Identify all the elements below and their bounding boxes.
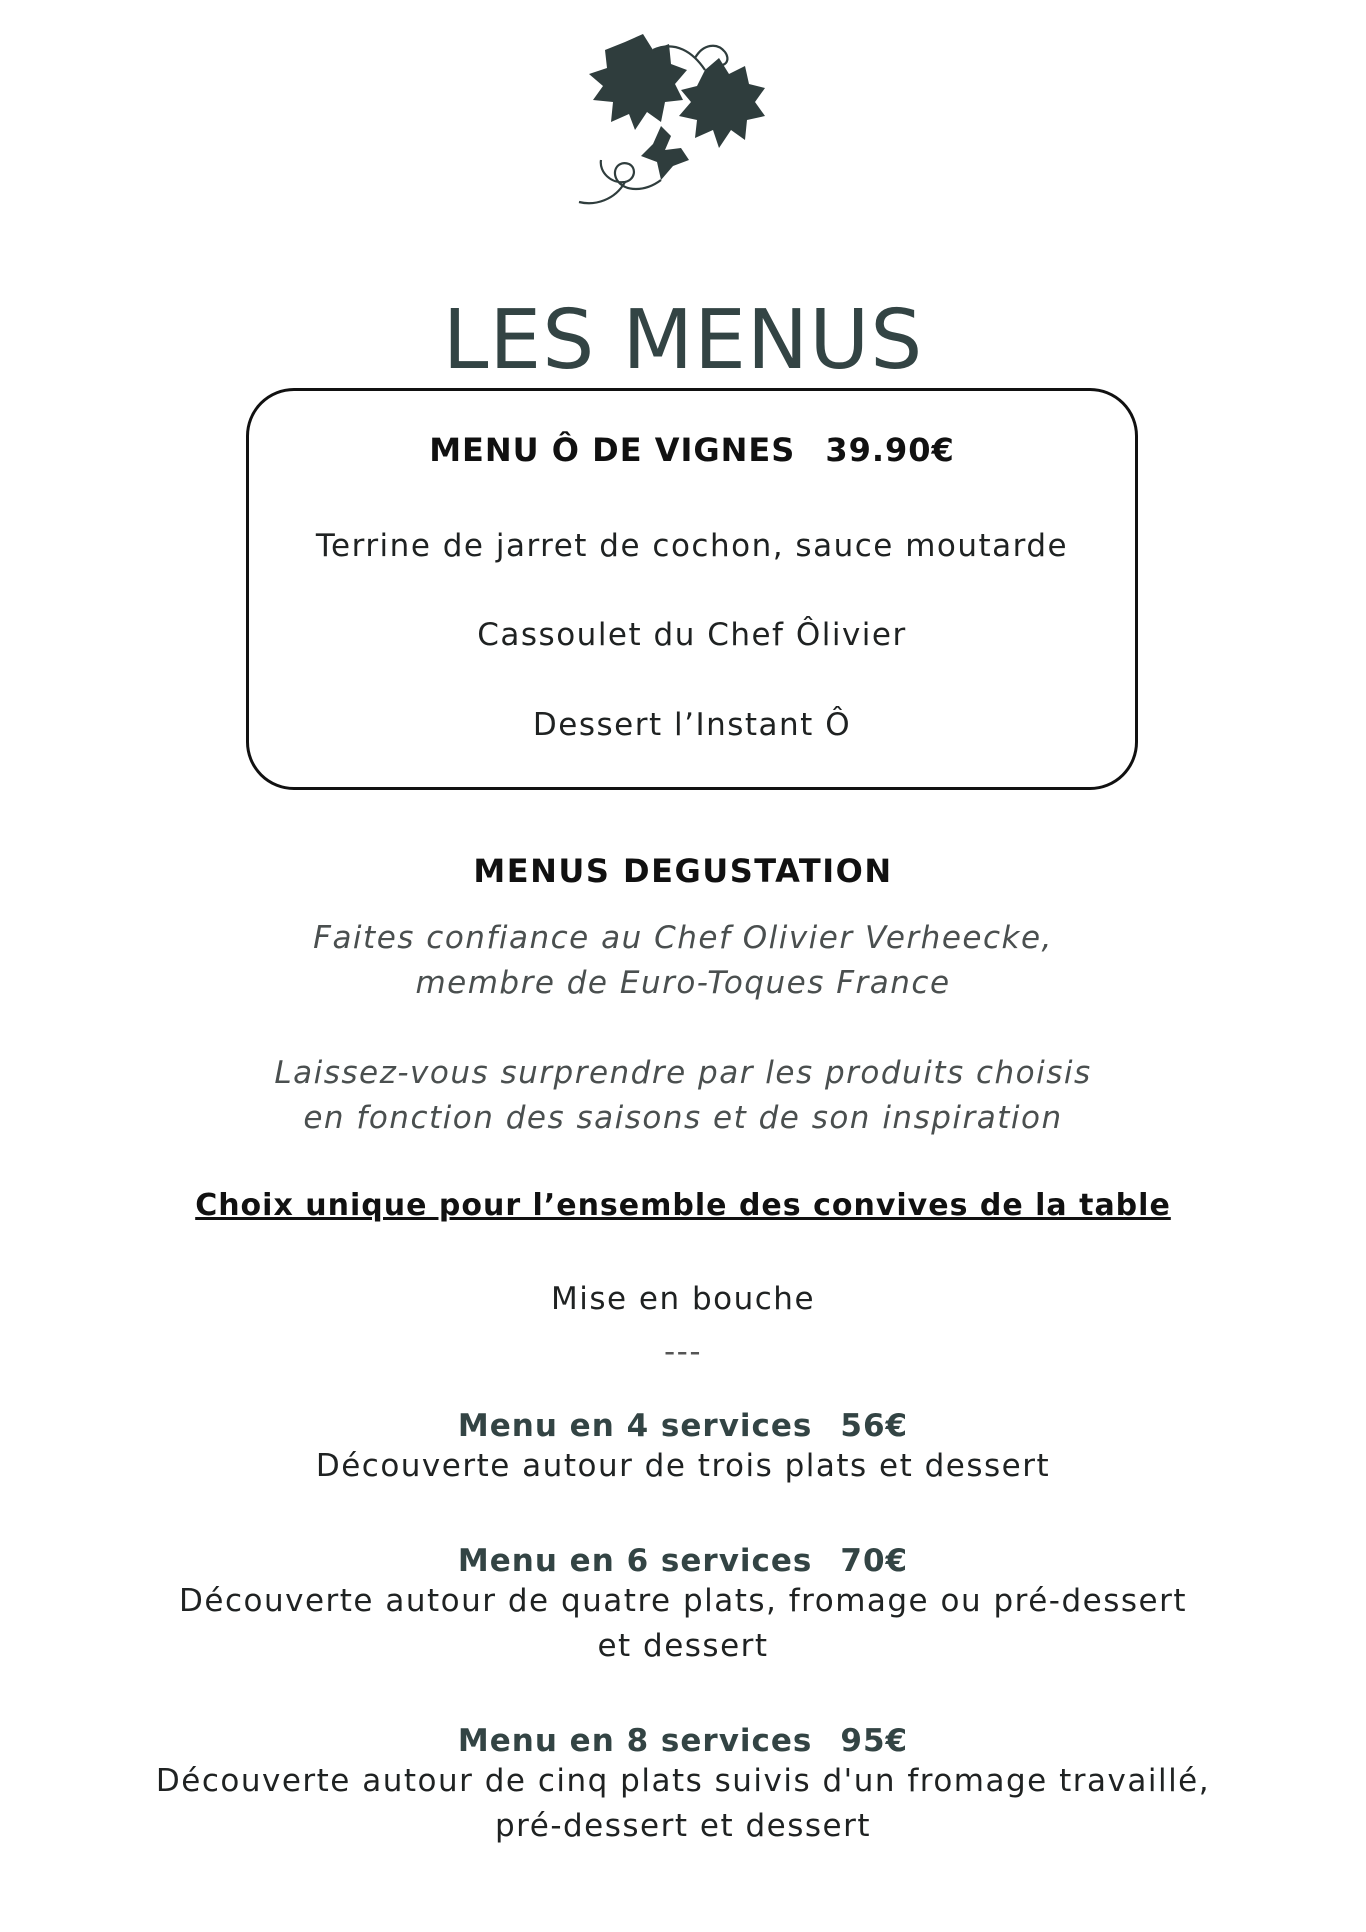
page-title: LES MENUS — [442, 292, 924, 388]
vine-leaf-icon — [565, 30, 805, 220]
service-description: Découverte autour de quatre plats, fromage ou pré-dessert — [179, 1583, 1187, 1619]
service-description: Découverte autour de cinq plats suivis d'un fromage travaillé, — [155, 1763, 1211, 1799]
menu-o-de-vignes-header — [249, 431, 1135, 469]
amuse-bouche: Mise en bouche — [550, 1281, 816, 1317]
service-name: Menu en 8 services — [457, 1723, 813, 1759]
service-name: Menu en 4 services — [457, 1408, 813, 1444]
service-header — [0, 1408, 1366, 1444]
service-name: Menu en 6 services — [457, 1543, 813, 1579]
service-header — [0, 1543, 1366, 1579]
service-6 — [0, 1543, 1366, 1669]
intro-line: Faites confiance au Chef Olivier Verheecke, — [313, 920, 1053, 956]
inspiration-line: Laissez-vous surprendre par les produits choisis — [274, 1055, 1092, 1091]
menu-name: MENU Ô DE VIGNES — [429, 431, 796, 469]
service-description: Découverte autour de trois plats et dessert — [315, 1448, 1051, 1484]
service-header — [0, 1723, 1366, 1759]
menu-o-de-vignes-card — [246, 388, 1138, 790]
service-price: 70€ — [840, 1543, 909, 1579]
inspiration-line: en fonction des saisons et de son inspiration — [303, 1100, 1063, 1136]
service-8 — [0, 1723, 1366, 1849]
choice-note: Choix unique pour l’ensemble des convives de la table — [195, 1188, 1171, 1223]
inspiration-text — [0, 1051, 1366, 1141]
menu-item-starter: Terrine de jarret de cochon, sauce moutarde — [315, 528, 1069, 564]
service-price: 95€ — [840, 1723, 909, 1759]
menu-item-dessert: Dessert l’Instant Ô — [532, 707, 852, 743]
service-price: 56€ — [840, 1408, 909, 1444]
menu-item-main: Cassoulet du Chef Ôlivier — [477, 617, 907, 653]
chef-intro — [0, 916, 1366, 1006]
service-4 — [0, 1408, 1366, 1489]
degustation-title: MENUS DEGUSTATION — [473, 852, 893, 890]
service-description: pré-dessert et dessert — [495, 1808, 871, 1844]
service-description: et dessert — [597, 1628, 769, 1664]
separator: --- — [663, 1334, 703, 1370]
menu-price: 39.90€ — [825, 431, 955, 469]
intro-line: membre de Euro-Toques France — [415, 965, 951, 1001]
